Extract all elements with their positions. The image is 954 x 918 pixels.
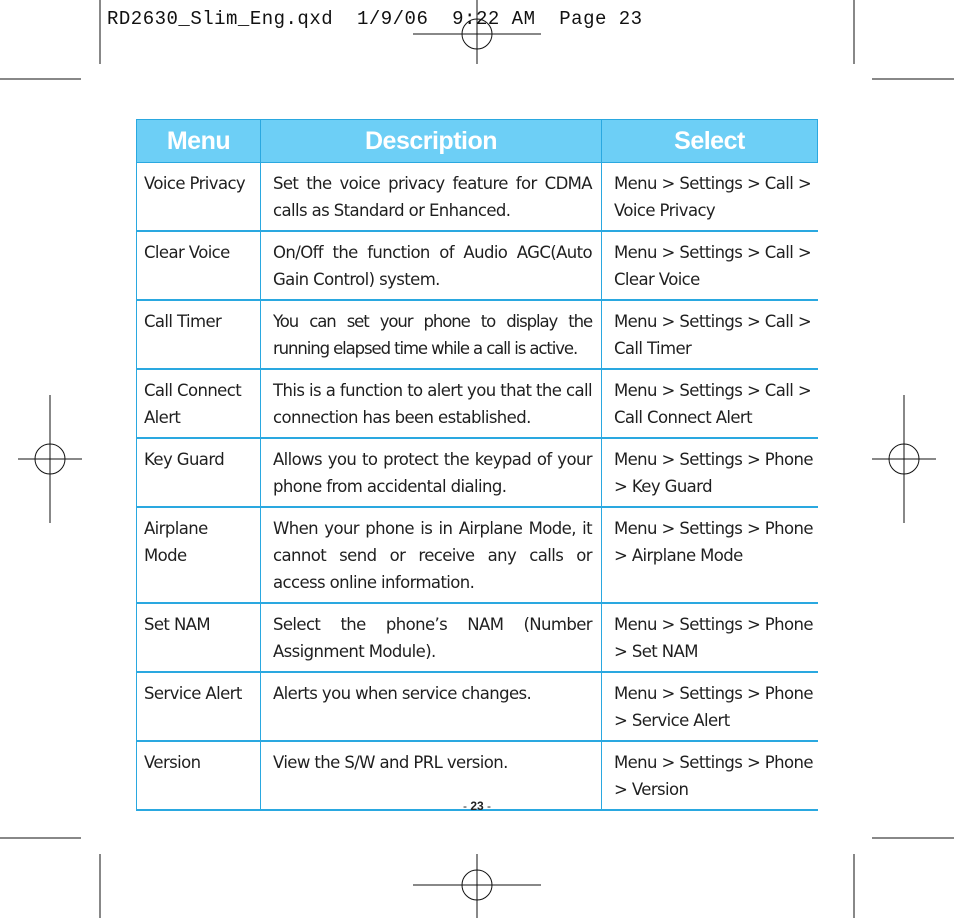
registration-mark-right xyxy=(872,395,936,523)
cell-menu: Service Alert xyxy=(137,672,261,741)
cell-menu: Version xyxy=(137,741,261,810)
page-number: 23 xyxy=(470,799,484,813)
header-select: Select xyxy=(602,120,818,163)
cell-menu: Clear Voice xyxy=(137,231,261,300)
settings-menu-table xyxy=(136,119,818,811)
cell-description: You can set your phone to display the running elapsed time while a call is active. xyxy=(261,300,602,369)
cell-menu: Call Timer xyxy=(137,300,261,369)
cell-menu: Voice Privacy xyxy=(137,163,261,232)
cell-select: Menu > Settings > Phone > Set NAM xyxy=(602,603,818,672)
cell-description: Alerts you when service changes. xyxy=(261,672,602,741)
table-row xyxy=(137,603,818,672)
cell-description: Select the phone’s NAM (Number Assignment Module). xyxy=(261,603,602,672)
cell-menu: Key Guard xyxy=(137,438,261,507)
cell-description: When your phone is in Airplane Mode, it cannot send or receive any calls or access online information. xyxy=(261,507,602,603)
cell-select: Menu > Settings > Call > Call Timer xyxy=(602,300,818,369)
cell-select: Menu > Settings > Phone > Version xyxy=(602,741,818,810)
cell-select: Menu > Settings > Call > Call Connect Alert xyxy=(602,369,818,438)
cell-menu: Set NAM xyxy=(137,603,261,672)
cell-description: Set the voice privacy feature for CDMA calls as Standard or Enhanced. xyxy=(261,163,602,232)
cell-select: Menu > Settings > Phone > Airplane Mode xyxy=(602,507,818,603)
cell-select: Menu > Settings > Phone > Service Alert xyxy=(602,672,818,741)
table-row xyxy=(137,438,818,507)
cell-select: Menu > Settings > Call > Clear Voice xyxy=(602,231,818,300)
table-row xyxy=(137,672,818,741)
table-header-row xyxy=(137,120,818,163)
print-slug-line: RD2630_Slim_Eng.qxd 1/9/06 9:22 AM Page 23 xyxy=(107,8,643,30)
registration-mark-bottom xyxy=(413,854,541,918)
cell-description: Allows you to protect the keypad of your phone from accidental dialing. xyxy=(261,438,602,507)
table-row xyxy=(137,369,818,438)
cell-menu: Airplane Mode xyxy=(137,507,261,603)
cell-description: View the S/W and PRL version. xyxy=(261,741,602,810)
cell-menu: Call Connect Alert xyxy=(137,369,261,438)
header-description: Description xyxy=(261,120,602,163)
page-number-footer: - 23 - xyxy=(462,799,492,813)
table-row xyxy=(137,300,818,369)
header-menu: Menu xyxy=(137,120,261,163)
cell-description: This is a function to alert you that the call connection has been established. xyxy=(261,369,602,438)
table-row xyxy=(137,507,818,603)
cell-select: Menu > Settings > Call > Voice Privacy xyxy=(602,163,818,232)
table-row xyxy=(137,231,818,300)
cell-description: On/Off the function of Audio AGC(Auto Gain Control) system. xyxy=(261,231,602,300)
registration-mark-left xyxy=(18,395,82,523)
cell-select: Menu > Settings > Phone > Key Guard xyxy=(602,438,818,507)
table-row xyxy=(137,163,818,232)
